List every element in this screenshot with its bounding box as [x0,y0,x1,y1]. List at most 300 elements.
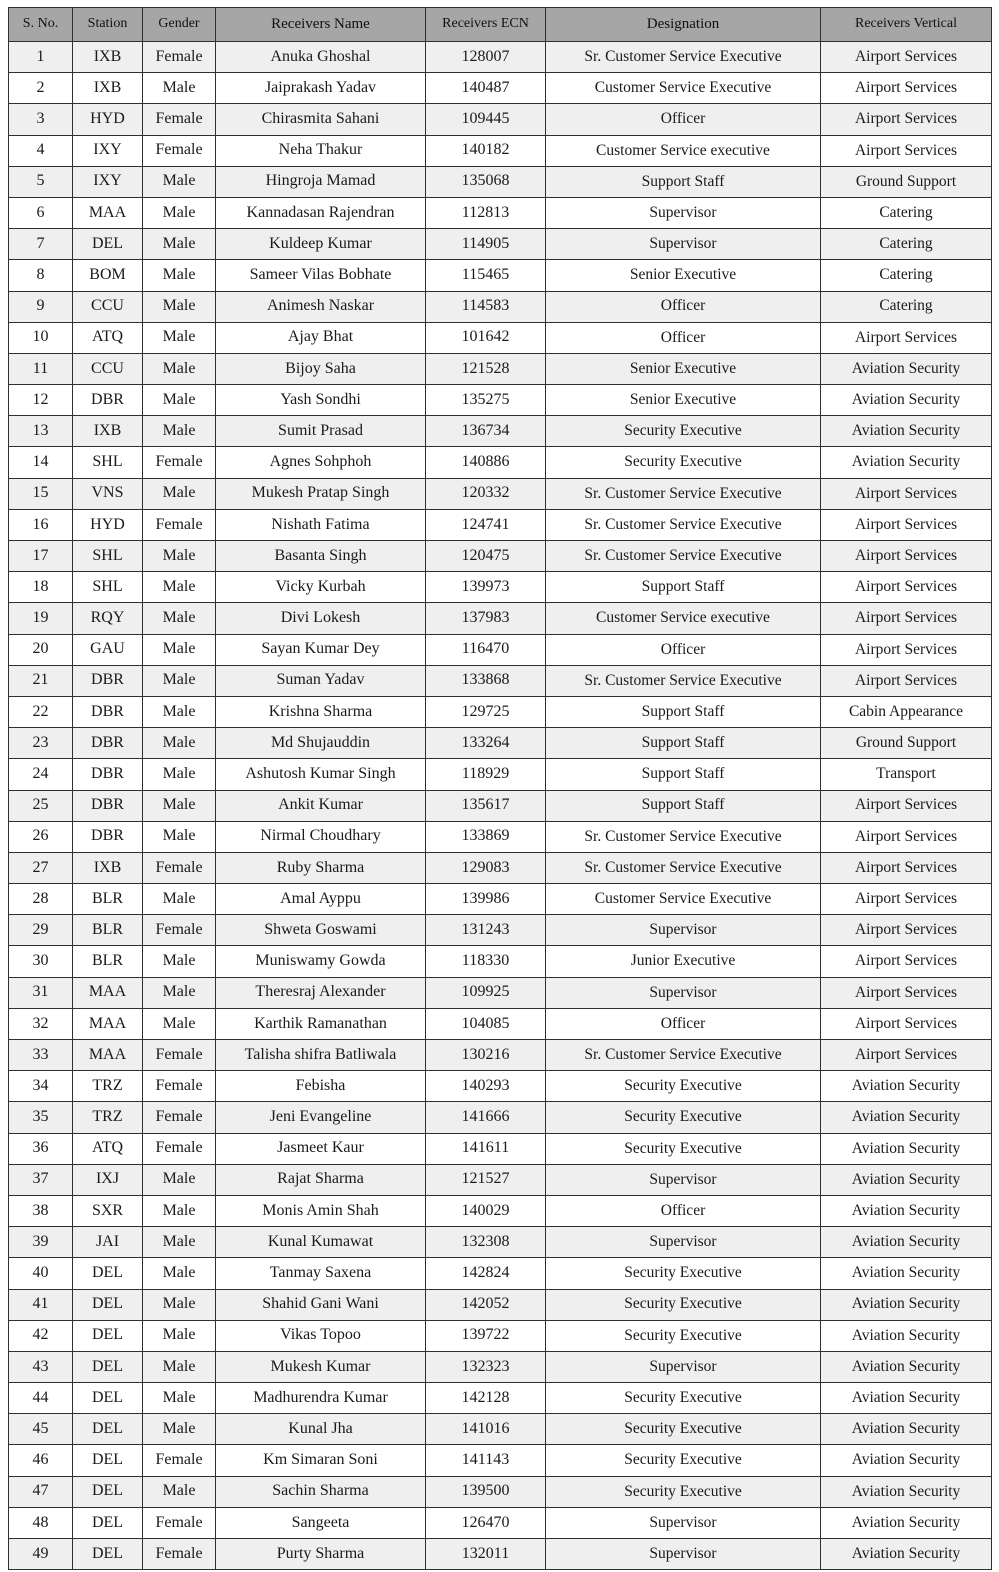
cell-sno: 22 [9,696,73,727]
cell-sno: 34 [9,1071,73,1102]
table-row [9,821,992,852]
cell-vertical: Airport Services [821,946,992,977]
cell-sno: 41 [9,1289,73,1320]
cell-desig: Support Staff [546,759,821,790]
cell-vertical: Aviation Security [821,1539,992,1570]
cell-sno: 8 [9,260,73,291]
cell-sno: 2 [9,73,73,104]
table-row [9,1414,992,1445]
cell-station: DEL [73,1445,143,1476]
cell-sno: 43 [9,1351,73,1382]
cell-sno: 18 [9,572,73,603]
cell-name: Febisha [216,1071,426,1102]
cell-sno: 1 [9,42,73,73]
cell-station: BLR [73,884,143,915]
cell-station: CCU [73,291,143,322]
cell-sno: 48 [9,1507,73,1538]
cell-sno: 31 [9,977,73,1008]
cell-gender: Male [143,478,216,509]
cell-vertical: Aviation Security [821,447,992,478]
cell-desig: Support Staff [546,572,821,603]
cell-gender: Male [143,884,216,915]
table-row [9,915,992,946]
cell-desig: Supervisor [546,229,821,260]
cell-desig: Security Executive [546,1133,821,1164]
cell-gender: Male [143,790,216,821]
cell-gender: Male [143,1227,216,1258]
cell-desig: Customer Service executive [546,603,821,634]
cell-desig: Support Staff [546,728,821,759]
cell-vertical: Airport Services [821,42,992,73]
cell-ecn: 121528 [426,353,546,384]
table-row [9,1195,992,1226]
cell-desig: Customer Service executive [546,135,821,166]
cell-desig: Security Executive [546,1445,821,1476]
cell-ecn: 136734 [426,416,546,447]
cell-ecn: 135617 [426,790,546,821]
cell-sno: 28 [9,884,73,915]
cell-name: Bijoy Saha [216,353,426,384]
cell-ecn: 142052 [426,1289,546,1320]
cell-vertical: Aviation Security [821,1258,992,1289]
column-header-ecn: Receivers ECN [426,8,546,42]
cell-vertical: Airport Services [821,977,992,1008]
cell-name: Mukesh Kumar [216,1351,426,1382]
cell-station: DEL [73,1351,143,1382]
cell-vertical: Aviation Security [821,1289,992,1320]
cell-vertical: Airport Services [821,1040,992,1071]
cell-vertical: Aviation Security [821,1227,992,1258]
cell-name: Suman Yadav [216,665,426,696]
cell-station: TRZ [73,1071,143,1102]
cell-ecn: 133868 [426,665,546,696]
cell-vertical: Catering [821,229,992,260]
cell-ecn: 121527 [426,1164,546,1195]
cell-ecn: 114905 [426,229,546,260]
cell-name: Neha Thakur [216,135,426,166]
cell-desig: Security Executive [546,1102,821,1133]
table-row [9,1008,992,1039]
cell-name: Purty Sharma [216,1539,426,1570]
cell-ecn: 120475 [426,541,546,572]
cell-station: IXJ [73,1164,143,1195]
cell-sno: 37 [9,1164,73,1195]
cell-name: Basanta Singh [216,541,426,572]
cell-sno: 25 [9,790,73,821]
cell-desig: Customer Service Executive [546,73,821,104]
cell-desig: Senior Executive [546,353,821,384]
column-header-vertical: Receivers Vertical [821,8,992,42]
cell-name: Divi Lokesh [216,603,426,634]
cell-desig: Sr. Customer Service Executive [546,42,821,73]
table-row [9,634,992,665]
cell-gender: Male [143,353,216,384]
cell-sno: 46 [9,1445,73,1476]
cell-ecn: 131243 [426,915,546,946]
cell-station: DEL [73,1289,143,1320]
cell-gender: Female [143,42,216,73]
cell-station: DEL [73,1383,143,1414]
cell-desig: Security Executive [546,416,821,447]
table-row [9,1445,992,1476]
cell-name: Sayan Kumar Dey [216,634,426,665]
table-body [9,42,992,1570]
cell-gender: Male [143,1195,216,1226]
cell-ecn: 139986 [426,884,546,915]
cell-name: Sangeeta [216,1507,426,1538]
table-row [9,509,992,540]
cell-gender: Female [143,1507,216,1538]
cell-desig: Sr. Customer Service Executive [546,478,821,509]
table-row [9,1320,992,1351]
cell-vertical: Aviation Security [821,353,992,384]
cell-ecn: 128007 [426,42,546,73]
cell-desig: Supervisor [546,1507,821,1538]
cell-sno: 11 [9,353,73,384]
cell-gender: Female [143,852,216,883]
cell-station: HYD [73,104,143,135]
table-row [9,1289,992,1320]
cell-station: GAU [73,634,143,665]
table-row [9,416,992,447]
cell-desig: Officer [546,322,821,353]
cell-gender: Female [143,1445,216,1476]
cell-ecn: 133264 [426,728,546,759]
cell-ecn: 132011 [426,1539,546,1570]
cell-desig: Supervisor [546,915,821,946]
cell-station: MAA [73,977,143,1008]
cell-sno: 15 [9,478,73,509]
cell-sno: 36 [9,1133,73,1164]
cell-vertical: Airport Services [821,135,992,166]
table-row [9,1164,992,1195]
cell-name: Amal Ayppu [216,884,426,915]
cell-sno: 5 [9,166,73,197]
cell-station: DEL [73,1476,143,1507]
cell-gender: Male [143,322,216,353]
cell-vertical: Aviation Security [821,1102,992,1133]
cell-sno: 24 [9,759,73,790]
cell-name: Tanmay Saxena [216,1258,426,1289]
cell-gender: Male [143,1414,216,1445]
cell-vertical: Airport Services [821,634,992,665]
table-row [9,447,992,478]
cell-station: ATQ [73,1133,143,1164]
table-row [9,1539,992,1570]
cell-vertical: Aviation Security [821,1414,992,1445]
cell-vertical: Airport Services [821,104,992,135]
table-row [9,759,992,790]
cell-station: DBR [73,696,143,727]
table-row [9,1040,992,1071]
cell-desig: Sr. Customer Service Executive [546,1040,821,1071]
cell-gender: Female [143,1071,216,1102]
cell-station: BLR [73,946,143,977]
cell-desig: Officer [546,634,821,665]
cell-ecn: 141666 [426,1102,546,1133]
cell-name: Shahid Gani Wani [216,1289,426,1320]
table-row [9,1102,992,1133]
cell-gender: Male [143,821,216,852]
table-row [9,946,992,977]
cell-ecn: 140487 [426,73,546,104]
table-row [9,260,992,291]
table-row [9,1227,992,1258]
column-header-desig: Designation [546,8,821,42]
column-header-station: Station [73,8,143,42]
cell-desig: Security Executive [546,1414,821,1445]
cell-sno: 27 [9,852,73,883]
cell-vertical: Aviation Security [821,1351,992,1382]
cell-vertical: Catering [821,291,992,322]
cell-sno: 6 [9,197,73,228]
cell-ecn: 139973 [426,572,546,603]
cell-station: DBR [73,759,143,790]
cell-desig: Senior Executive [546,260,821,291]
table-row [9,790,992,821]
table-row [9,291,992,322]
cell-name: Muniswamy Gowda [216,946,426,977]
table-row [9,603,992,634]
cell-sno: 4 [9,135,73,166]
cell-gender: Male [143,1383,216,1414]
cell-desig: Sr. Customer Service Executive [546,665,821,696]
cell-desig: Security Executive [546,1071,821,1102]
cell-station: IXB [73,416,143,447]
cell-vertical: Ground Support [821,166,992,197]
table-row [9,1351,992,1382]
cell-gender: Male [143,1008,216,1039]
cell-desig: Security Executive [546,1289,821,1320]
cell-desig: Supervisor [546,1227,821,1258]
cell-name: Sameer Vilas Bobhate [216,260,426,291]
cell-ecn: 140029 [426,1195,546,1226]
cell-gender: Female [143,1040,216,1071]
cell-vertical: Airport Services [821,915,992,946]
cell-sno: 7 [9,229,73,260]
cell-ecn: 118330 [426,946,546,977]
cell-station: DEL [73,1539,143,1570]
cell-ecn: 142128 [426,1383,546,1414]
cell-gender: Male [143,1476,216,1507]
cell-sno: 32 [9,1008,73,1039]
cell-gender: Male [143,572,216,603]
cell-name: Nishath Fatima [216,509,426,540]
cell-station: IXB [73,852,143,883]
cell-ecn: 132308 [426,1227,546,1258]
cell-ecn: 104085 [426,1008,546,1039]
cell-gender: Male [143,977,216,1008]
cell-desig: Security Executive [546,1476,821,1507]
table-row [9,728,992,759]
cell-gender: Female [143,1133,216,1164]
cell-station: IXB [73,73,143,104]
cell-desig: Sr. Customer Service Executive [546,821,821,852]
cell-ecn: 109445 [426,104,546,135]
cell-ecn: 137983 [426,603,546,634]
table-row [9,73,992,104]
cell-sno: 38 [9,1195,73,1226]
cell-desig: Officer [546,1195,821,1226]
cell-sno: 42 [9,1320,73,1351]
cell-gender: Male [143,728,216,759]
cell-ecn: 135068 [426,166,546,197]
cell-sno: 39 [9,1227,73,1258]
table-row [9,1258,992,1289]
table-row [9,166,992,197]
cell-name: Ruby Sharma [216,852,426,883]
table-row [9,385,992,416]
cell-station: SXR [73,1195,143,1226]
cell-ecn: 141143 [426,1445,546,1476]
cell-ecn: 129083 [426,852,546,883]
cell-desig: Supervisor [546,1351,821,1382]
cell-name: Vikas Topoo [216,1320,426,1351]
cell-desig: Security Executive [546,447,821,478]
cell-station: IXY [73,135,143,166]
cell-name: Monis Amin Shah [216,1195,426,1226]
cell-sno: 9 [9,291,73,322]
table-row [9,1476,992,1507]
cell-vertical: Aviation Security [821,1164,992,1195]
cell-name: Karthik Ramanathan [216,1008,426,1039]
cell-station: DEL [73,1258,143,1289]
cell-name: Yash Sondhi [216,385,426,416]
cell-desig: Security Executive [546,1258,821,1289]
cell-vertical: Airport Services [821,322,992,353]
cell-name: Madhurendra Kumar [216,1383,426,1414]
cell-name: Anuka Ghoshal [216,42,426,73]
cell-gender: Female [143,509,216,540]
cell-station: IXY [73,166,143,197]
cell-gender: Male [143,385,216,416]
cell-gender: Male [143,759,216,790]
cell-name: Krishna Sharma [216,696,426,727]
cell-name: Km Simaran Soni [216,1445,426,1476]
cell-vertical: Aviation Security [821,1383,992,1414]
cell-desig: Sr. Customer Service Executive [546,852,821,883]
cell-sno: 23 [9,728,73,759]
cell-gender: Male [143,197,216,228]
table-row [9,322,992,353]
cell-sno: 13 [9,416,73,447]
cell-ecn: 126470 [426,1507,546,1538]
cell-sno: 21 [9,665,73,696]
cell-vertical: Airport Services [821,852,992,883]
cell-desig: Sr. Customer Service Executive [546,541,821,572]
cell-ecn: 141016 [426,1414,546,1445]
cell-vertical: Transport [821,759,992,790]
table-row [9,1383,992,1414]
cell-station: SHL [73,572,143,603]
cell-name: Nirmal Choudhary [216,821,426,852]
cell-station: VNS [73,478,143,509]
cell-name: Talisha shifra Batliwala [216,1040,426,1071]
cell-gender: Male [143,260,216,291]
cell-desig: Supervisor [546,977,821,1008]
cell-name: Md Shujauddin [216,728,426,759]
table-row [9,197,992,228]
cell-sno: 10 [9,322,73,353]
cell-station: DEL [73,1414,143,1445]
column-header-sno: S. No. [9,8,73,42]
cell-name: Kunal Kumawat [216,1227,426,1258]
cell-sno: 19 [9,603,73,634]
cell-sno: 45 [9,1414,73,1445]
table-row [9,696,992,727]
cell-gender: Female [143,104,216,135]
cell-station: CCU [73,353,143,384]
cell-name: Jasmeet Kaur [216,1133,426,1164]
cell-name: Vicky Kurbah [216,572,426,603]
cell-ecn: 133869 [426,821,546,852]
cell-station: BLR [73,915,143,946]
cell-name: Jeni Evangeline [216,1102,426,1133]
header-row [9,8,992,42]
cell-station: MAA [73,1008,143,1039]
cell-station: RQY [73,603,143,634]
cell-gender: Female [143,135,216,166]
cell-gender: Female [143,1102,216,1133]
cell-ecn: 114583 [426,291,546,322]
cell-vertical: Aviation Security [821,1133,992,1164]
cell-sno: 33 [9,1040,73,1071]
cell-sno: 35 [9,1102,73,1133]
cell-station: DBR [73,728,143,759]
cell-ecn: 140293 [426,1071,546,1102]
cell-name: Sachin Sharma [216,1476,426,1507]
cell-gender: Female [143,447,216,478]
cell-vertical: Airport Services [821,884,992,915]
cell-gender: Male [143,1351,216,1382]
cell-ecn: 120332 [426,478,546,509]
table-row [9,1071,992,1102]
cell-vertical: Airport Services [821,478,992,509]
cell-station: ATQ [73,322,143,353]
cell-ecn: 116470 [426,634,546,665]
cell-station: DBR [73,385,143,416]
cell-sno: 3 [9,104,73,135]
cell-ecn: 130216 [426,1040,546,1071]
cell-name: Ankit Kumar [216,790,426,821]
cell-name: Rajat Sharma [216,1164,426,1195]
cell-gender: Male [143,1164,216,1195]
cell-vertical: Aviation Security [821,385,992,416]
cell-sno: 17 [9,541,73,572]
cell-station: DBR [73,821,143,852]
cell-desig: Officer [546,291,821,322]
cell-vertical: Catering [821,260,992,291]
table-row [9,572,992,603]
cell-gender: Male [143,1289,216,1320]
cell-ecn: 135275 [426,385,546,416]
cell-vertical: Catering [821,197,992,228]
cell-gender: Male [143,229,216,260]
cell-name: Chirasmita Sahani [216,104,426,135]
cell-vertical: Airport Services [821,73,992,104]
cell-ecn: 140886 [426,447,546,478]
cell-ecn: 112813 [426,197,546,228]
cell-gender: Male [143,665,216,696]
column-header-name: Receivers Name [216,8,426,42]
cell-sno: 12 [9,385,73,416]
cell-gender: Male [143,603,216,634]
cell-station: DEL [73,229,143,260]
cell-desig: Support Staff [546,790,821,821]
cell-station: DBR [73,665,143,696]
cell-sno: 44 [9,1383,73,1414]
cell-vertical: Airport Services [821,541,992,572]
